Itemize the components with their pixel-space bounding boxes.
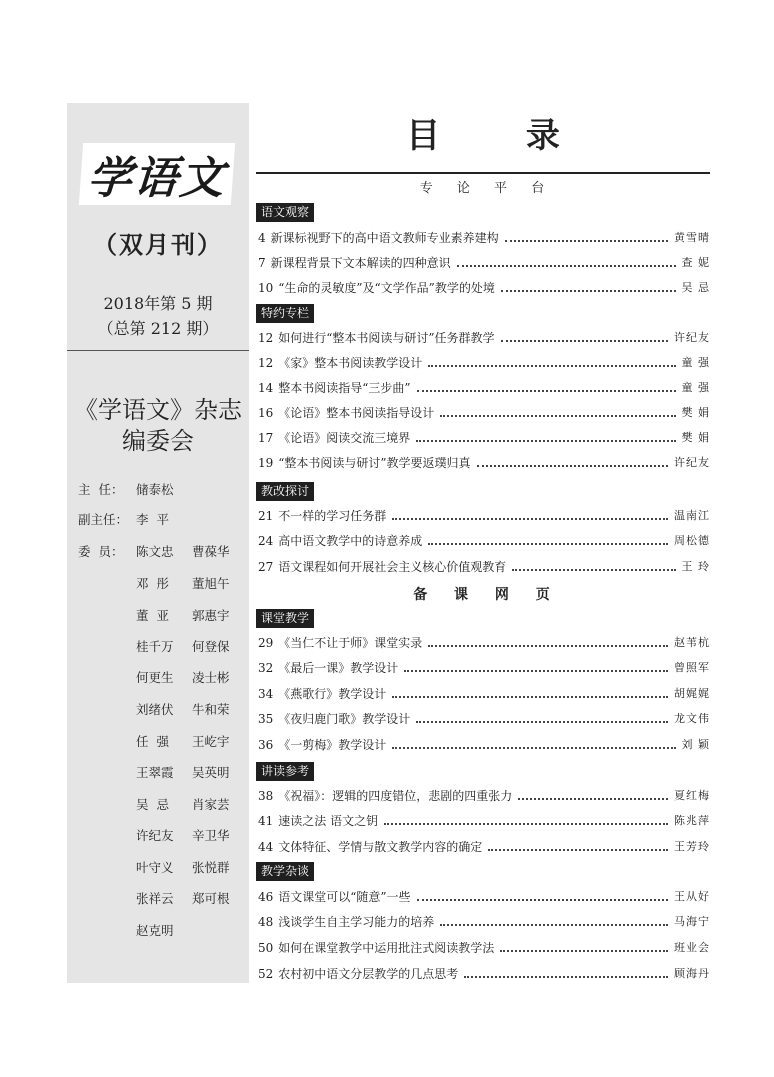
board-name: 李 平 <box>136 512 169 527</box>
category-label: 语文观察 <box>256 203 314 222</box>
category-label: 讲读参考 <box>256 762 314 781</box>
board-member-name: 肖家芸 <box>192 797 230 812</box>
dot-leader <box>440 415 675 417</box>
article-author: 刘 颖 <box>681 738 710 751</box>
board-member-name: 张悦群 <box>192 860 230 875</box>
dot-leader <box>488 849 668 851</box>
page-title: 目 录 <box>406 116 560 156</box>
category-label: 特约专栏 <box>256 304 314 323</box>
toc-entry[interactable] <box>258 452 710 472</box>
article-title: 农村初中语文分层教学的几点思考 <box>278 967 459 981</box>
board-member-name: 郑可根 <box>192 891 230 906</box>
board-member-name: 许纪友 <box>136 828 174 843</box>
board-member-name: 董 亚 <box>136 608 169 623</box>
article-title: 高中语文教学中的诗意养成 <box>278 534 423 548</box>
article-author: 樊 娟 <box>681 431 710 444</box>
frequency-label: （双月刊） <box>93 230 223 259</box>
board-member-name: 王翠霞 <box>136 765 174 780</box>
toc-entry[interactable] <box>258 836 710 856</box>
toc-entry[interactable] <box>258 708 710 728</box>
board-member-name: 刘绪伏 <box>136 702 174 717</box>
article-author: 查 妮 <box>681 256 710 269</box>
category-label: 课堂教学 <box>256 609 314 628</box>
dot-leader <box>428 543 668 545</box>
toc-entry[interactable] <box>258 683 710 703</box>
page-number: 38 <box>258 789 274 803</box>
board-title <box>67 395 249 457</box>
page-number: 4 <box>258 231 266 245</box>
board-member-name: 张祥云 <box>136 891 174 906</box>
board-role: 委 员： <box>78 544 124 559</box>
dot-leader <box>417 390 676 392</box>
board-member-name: 王屹宇 <box>192 734 230 749</box>
article-author: 马海宁 <box>674 915 710 928</box>
article-author: 樊 娟 <box>681 406 710 419</box>
article-title: 《家》整本书阅读教学设计 <box>278 356 423 370</box>
article-title: 语文课程如何开展社会主义核心价值观教育 <box>278 560 507 574</box>
article-title: 不一样的学习任务群 <box>278 509 387 523</box>
page-number: 21 <box>258 509 274 523</box>
dot-leader <box>392 696 668 698</box>
board-member-name: 曹葆华 <box>192 544 230 559</box>
board-role: 主 任： <box>78 482 124 497</box>
page-number: 16 <box>258 406 274 420</box>
page-number: 41 <box>258 814 274 828</box>
page-number: 10 <box>258 281 274 295</box>
article-title: 速读之法 语文之钥 <box>278 814 379 828</box>
article-author: 许纪友 <box>674 456 710 469</box>
toc-entry[interactable] <box>258 937 710 957</box>
article-title: 如何在课堂教学中运用批注式阅读教学法 <box>278 941 495 955</box>
article-author: 曾照军 <box>674 661 710 674</box>
board-member-name: 赵克明 <box>136 923 174 938</box>
toc-entry[interactable] <box>258 810 710 830</box>
toc-entry[interactable] <box>258 785 710 805</box>
article-title: 《最后一课》教学设计 <box>278 661 399 675</box>
toc-entry[interactable] <box>258 327 710 347</box>
category-label: 教学杂谈 <box>256 862 314 881</box>
article-author: 吴 忌 <box>681 281 710 294</box>
sidebar-divider <box>67 350 249 351</box>
board-member-name: 辛卫华 <box>192 828 230 843</box>
board-member-name: 吴 忌 <box>136 797 169 812</box>
page-number: 46 <box>258 890 274 904</box>
article-title: 《祝福》：逻辑的四度错位，悲剧的四重张力 <box>278 789 513 803</box>
article-title: 《当仁不让于师》课堂实录 <box>278 636 423 650</box>
dot-leader <box>404 670 668 672</box>
toc-entry[interactable] <box>258 227 710 247</box>
board-member-name: 陈文忠 <box>136 544 174 559</box>
article-author: 龙文伟 <box>674 712 710 725</box>
page-number: 7 <box>258 256 266 270</box>
article-author: 王从好 <box>674 890 710 903</box>
category-label: 教改探讨 <box>256 482 314 501</box>
toc-entry[interactable] <box>258 886 710 906</box>
page-number: 52 <box>258 967 274 981</box>
article-author: 陈兆萍 <box>674 814 710 827</box>
dot-leader <box>384 823 668 825</box>
dot-leader <box>417 899 668 901</box>
board-member-name: 任 强 <box>136 734 169 749</box>
page-number: 14 <box>258 381 274 395</box>
article-title: 文体特征、学情与散文教学内容的确定 <box>278 840 483 854</box>
article-author: 胡娓娓 <box>674 687 710 700</box>
dot-leader <box>464 976 668 978</box>
toc-entry[interactable] <box>258 402 710 422</box>
article-title: 新课程背景下文本解读的四种意识 <box>270 256 451 270</box>
toc-entry[interactable] <box>258 657 710 677</box>
article-author: 童 强 <box>681 381 710 394</box>
article-title: 《论语》阅读交流三境界 <box>278 431 411 445</box>
toc-entry[interactable] <box>258 911 710 931</box>
article-title: 整本书阅读指导“三步曲” <box>278 381 411 395</box>
page-number: 44 <box>258 840 274 854</box>
dot-leader <box>501 290 676 292</box>
toc-entry[interactable] <box>258 277 710 297</box>
page-number: 48 <box>258 915 274 929</box>
article-author: 黄雪晴 <box>674 231 710 244</box>
board-member-name: 吴英明 <box>192 765 230 780</box>
toc-entry[interactable] <box>258 530 710 550</box>
dot-leader <box>416 721 668 723</box>
page-number: 27 <box>258 560 274 574</box>
toc-entry[interactable] <box>258 427 710 447</box>
page-number: 17 <box>258 431 274 445</box>
dot-leader <box>428 645 668 647</box>
dot-leader <box>428 365 675 367</box>
dot-leader <box>501 340 668 342</box>
board-title-line-2: 编委会 <box>122 427 194 455</box>
page-number: 50 <box>258 941 274 955</box>
board-member-name: 邓 彤 <box>136 576 169 591</box>
article-title: 《一剪梅》教学设计 <box>278 738 387 752</box>
toc-entry[interactable] <box>258 252 710 272</box>
board-role: 副主任： <box>78 512 129 527</box>
article-author: 班业会 <box>674 941 710 954</box>
article-author: 顾海丹 <box>674 967 710 980</box>
article-author: 夏红梅 <box>674 789 710 802</box>
page-number: 19 <box>258 456 274 470</box>
title-rule <box>256 172 710 174</box>
dot-leader <box>512 569 675 571</box>
board-member-name: 何登保 <box>192 639 230 654</box>
toc-entry[interactable] <box>258 377 710 397</box>
article-title: 新课标视野下的高中语文教师专业素养建构 <box>270 231 499 245</box>
page-number: 29 <box>258 636 274 650</box>
article-title: 《论语》整本书阅读指导设计 <box>278 406 435 420</box>
article-title: 《燕歌行》教学设计 <box>278 687 387 701</box>
page-number: 32 <box>258 661 274 675</box>
article-author: 许纪友 <box>674 331 710 344</box>
article-title: 浅谈学生自主学习能力的培养 <box>278 915 435 929</box>
page-number: 36 <box>258 738 274 752</box>
dot-leader <box>440 924 668 926</box>
board-member-name: 叶守义 <box>136 860 174 875</box>
issue-number: 2018年第 5 期 <box>103 294 213 313</box>
dot-leader <box>392 518 668 520</box>
dot-leader <box>518 798 668 800</box>
article-title: 语文课堂可以“随意”一些 <box>278 890 411 904</box>
issue-total: （总第 212 期） <box>97 319 219 338</box>
board-member-name: 郭惠宇 <box>192 608 230 623</box>
article-author: 童 强 <box>681 356 710 369</box>
toc-entry[interactable] <box>258 352 710 372</box>
board-member-name: 何更生 <box>136 670 174 685</box>
board-member-name: 牛和荣 <box>192 702 230 717</box>
page-number: 34 <box>258 687 274 701</box>
dot-leader <box>416 440 675 442</box>
article-title: “整本书阅读与研讨”教学要返璞归真 <box>278 456 471 470</box>
article-author: 王芳玲 <box>674 840 710 853</box>
board-member-name: 董旭午 <box>192 576 230 591</box>
board-member-name: 桂千万 <box>136 639 174 654</box>
section-heading-2: 备 课 网 页 <box>413 587 553 603</box>
article-title: 《夜归鹿门歌》教学设计 <box>278 712 411 726</box>
board-name: 储泰松 <box>136 482 174 497</box>
article-title: 如何进行“整本书阅读与研讨”任务群教学 <box>278 331 495 345</box>
dot-leader <box>477 465 668 467</box>
toc-entry[interactable] <box>258 556 710 576</box>
masthead-sidebar <box>67 103 249 983</box>
toc-entry[interactable] <box>258 734 710 754</box>
dot-leader <box>457 265 676 267</box>
dot-leader <box>392 747 675 749</box>
dot-leader <box>500 950 668 952</box>
toc-entry[interactable] <box>258 505 710 525</box>
article-author: 周松德 <box>674 534 710 547</box>
dot-leader <box>505 240 668 242</box>
page-number: 12 <box>258 331 274 345</box>
article-title: “生命的灵敏度”及“文学作品”教学的处境 <box>278 281 495 295</box>
journal-logo: 学语文 <box>79 143 235 205</box>
article-author: 温南江 <box>674 509 710 522</box>
board-title-line-1: 《学语文》杂志 <box>74 396 242 424</box>
toc-entry[interactable] <box>258 963 710 983</box>
page-number: 24 <box>258 534 274 548</box>
section-heading-1: 专 论 平 台 <box>419 181 547 196</box>
toc-entry[interactable] <box>258 632 710 652</box>
page-number: 35 <box>258 712 274 726</box>
board-member-name: 凌士彬 <box>192 670 230 685</box>
article-author: 赵苇杭 <box>674 636 710 649</box>
page-number: 12 <box>258 356 274 370</box>
article-author: 王 玲 <box>681 560 710 573</box>
